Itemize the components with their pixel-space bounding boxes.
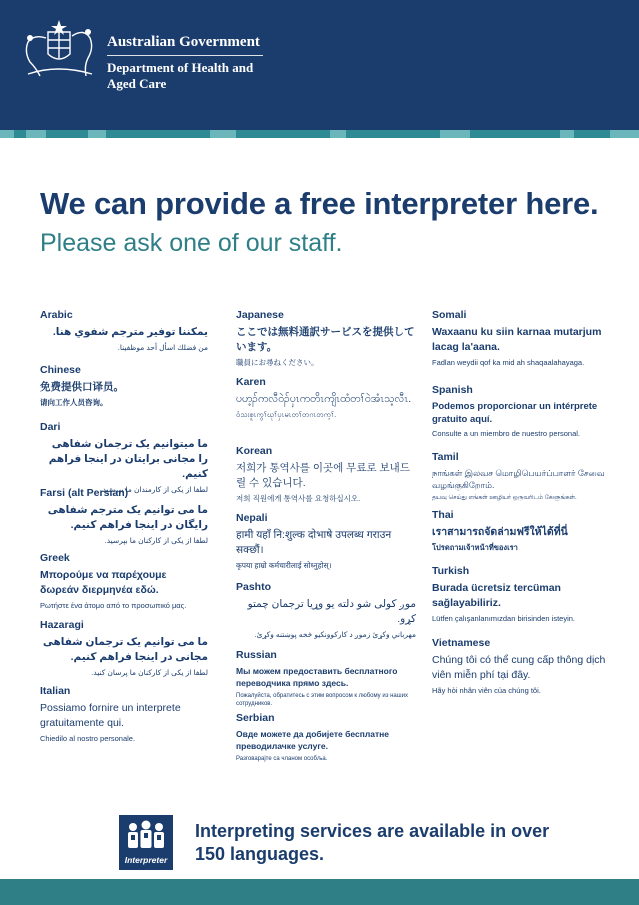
lang-main-text: நாங்கள் இலவச மொழிபெயர்ப்பாளர் சேவை வழங்குகிறோம்.: [432, 468, 605, 490]
lang-name: Dari: [40, 421, 61, 433]
footer-message: Interpreting services are available in over 150 languages.: [195, 821, 550, 864]
lang-main-text: موږ کولی شو دلته یو وړیا ترجمان چمتو کړو.: [247, 598, 416, 625]
title-divider: [107, 55, 263, 56]
lang-name: Chinese: [40, 364, 81, 376]
header-stripe: [0, 130, 639, 138]
lang-main-text: يمكننا توفير مترجم شفوي هنا.: [52, 326, 208, 338]
lang-sub-text: Lütfen çalışanlanımızdan birisinden isteyin.: [432, 614, 575, 623]
lang-vietnamese: [432, 637, 617, 696]
lang-main-text: Chúng tôi có thể cung cấp thông dịch viên miễn phí tại đây.: [432, 654, 606, 681]
lang-name: Russian: [236, 649, 277, 661]
lang-main-text: ここでは無料通訳サービスを提供しています。: [236, 326, 415, 353]
header-banner: [0, 0, 639, 130]
lang-main-text: 저희가 통역사를 이곳에 무료로 보내드릴 수 있습니다.: [236, 462, 410, 489]
lang-sub-text: Consulte a un miembro de nuestro personal.: [432, 429, 581, 438]
lang-russian: [236, 649, 416, 708]
lang-main-text: เราสามารถจัดล่ามฟรีให้ได้ที่นี่: [432, 526, 568, 538]
lang-name: Nepali: [236, 512, 268, 524]
lang-main-text: Burada ücretsiz tercüman sağlayabiliriz.: [432, 582, 561, 609]
lang-name: Tamil: [432, 451, 459, 463]
lang-arabic: [40, 309, 208, 353]
lang-sub-text: कृपया हाम्रो कर्मचारीलाई सोध्नुहोस्।: [236, 561, 332, 570]
lang-sub-text: Пожалуйста, обратитесь с этим вопросом к любому из наших сотрудников.: [236, 693, 408, 707]
lang-sub-text: Fadlan weydii qof ka mid ah shaqaalahayaga.: [432, 358, 585, 367]
lang-main-text: 免费提供口译员。: [40, 381, 124, 393]
lang-name: Italian: [40, 685, 71, 697]
lang-name: Karen: [236, 376, 266, 388]
lang-sub-text: Разговарајте са чланом особља.: [236, 756, 328, 762]
headline: We can provide a free interpreter here.: [40, 186, 599, 221]
lang-hazaragi: [40, 619, 208, 678]
lang-serbian: [236, 712, 416, 763]
lang-sub-text: 请向工作人员咨询。: [40, 398, 108, 407]
lang-thai: [432, 509, 617, 553]
lang-name: Farsi (alt Persian): [40, 487, 129, 499]
coat-of-arms-icon: [18, 18, 100, 80]
lang-karen: [236, 376, 416, 420]
lang-tamil: [432, 451, 617, 502]
lang-main-text: Овде можете да добијете бесплатне преводилачке услуге.: [236, 729, 390, 751]
lang-main-text: Possiamo fornire un interprete gratuitamente qui.: [40, 702, 181, 729]
interpreter-people-icon: [119, 819, 173, 855]
government-title: Australian Government: [107, 34, 260, 50]
lang-name: Greek: [40, 552, 70, 564]
lang-sub-text: โปรดถามเจ้าหน้าที่ของเรา: [432, 543, 518, 552]
subheadline: Please ask one of our staff.: [40, 229, 343, 257]
logo-label: Interpreter: [124, 855, 168, 865]
lang-spanish: [432, 384, 617, 439]
lang-sub-text: لطفا از یکی از کارکنان ما پرسان کنید.: [91, 668, 208, 677]
lang-main-text: हामी यहाँ नि:शुल्क दोभाषे उपलब्ध गराउन सक्छौं।: [236, 529, 392, 556]
lang-name: Japanese: [236, 309, 284, 321]
lang-main-text: Μπορούμε να παρέχουμε δωρεάν διερμηνέα εδώ.: [40, 569, 167, 596]
lang-turkish: [432, 565, 617, 624]
lang-pashto: [236, 581, 416, 640]
lang-name: Korean: [236, 445, 273, 457]
department-name: Department of Health and Aged Care: [107, 60, 254, 91]
lang-sub-text: Ρωτήστε ένα άτομο από το προσωπικό μας.: [40, 601, 187, 610]
bottom-bar: [0, 879, 639, 905]
lang-italian: [40, 685, 208, 744]
lang-sub-text: 저희 직원에게 통역사를 요청하십시오.: [236, 494, 361, 503]
lang-name: Serbian: [236, 712, 275, 724]
lang-sub-text: தயவு செய்து எங்கள் ஊழியர் ஒருவரிடம் கேளுங்கள்.: [432, 495, 577, 501]
lang-somali: [432, 309, 617, 368]
lang-name: Spanish: [432, 384, 473, 396]
lang-main-text: ما می توانیم یک ترجمان شفاهی مجانی در اینجا فراهم کنیم.: [42, 636, 208, 663]
lang-name: Thai: [432, 509, 454, 521]
lang-greek: [40, 552, 208, 611]
lang-main-text: ما می توانیم یک مترجم شفاهی رایگان در اینجا فراهم کنیم.: [47, 504, 208, 531]
lang-korean: [236, 445, 416, 504]
lang-japanese: [236, 309, 416, 368]
lang-sub-text: مهرباني وکړئ زموږ د کارکوونکیو څخه پوښتنه وکړئ.: [254, 630, 416, 639]
lang-nepali: [236, 512, 416, 571]
lang-sub-text: 職員にお尋ねください。: [236, 358, 319, 367]
lang-sub-text: ဝံသးစူၤကွၢ်ဃုၢ်ပှၤမၤတၢ်တဂၤတက့ၢ်.: [236, 410, 337, 419]
lang-name: Pashto: [236, 581, 272, 593]
lang-name: Somali: [432, 309, 467, 321]
lang-chinese: [40, 364, 208, 408]
lang-main-text: ما میتوانیم یک ترجمان شفاهی را مجانی برایتان در اینجا فراهم کنیم.: [48, 438, 208, 480]
lang-main-text: Waxaanu ku siin karnaa mutarjum lacag la'aana.: [432, 326, 602, 353]
interpreter-logo: [119, 815, 173, 870]
lang-name: Hazaragi: [40, 619, 84, 631]
lang-main-text: Мы можем предоставить бесплатного переводчика прямо здесь.: [236, 666, 398, 688]
lang-sub-text: لطفا از یکی از کارمندان ما بپرسید.: [100, 485, 208, 494]
lang-sub-text: Hãy hỏi nhân viên của chúng tôi.: [432, 686, 541, 695]
lang-name: Arabic: [40, 309, 73, 321]
lang-name: Turkish: [432, 565, 470, 577]
lang-main-text: Podemos proporcionar un intérprete gratuito aquí.: [432, 401, 598, 425]
lang-farsi: [40, 487, 208, 546]
lang-name: Vietnamese: [432, 637, 491, 649]
lang-main-text: ပဟ့ၣ်ကလီဝဲၣ်ပှၤကတိၤကျိၤထံတၢ်ဝဲအံၤသ့လီၤ.: [236, 393, 412, 405]
lang-sub-text: Chiedilo al nostro personale.: [40, 734, 136, 743]
lang-sub-text: من فضلك اسأل أحد موظفينا.: [117, 343, 208, 352]
lang-sub-text: لطفا از یکی از کارکنان ما بپرسید.: [104, 536, 208, 545]
lang-dari: [40, 421, 208, 495]
